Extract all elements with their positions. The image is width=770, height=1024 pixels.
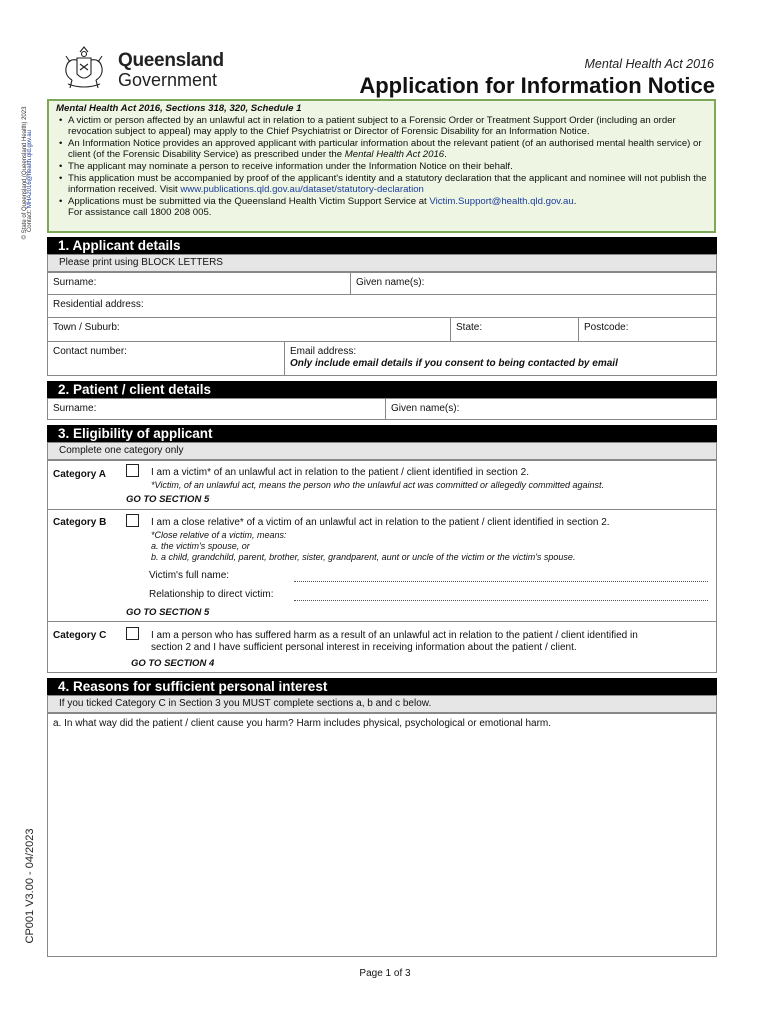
town-suburb-field[interactable]: Town / Suburb: bbox=[47, 317, 451, 342]
residential-address-field[interactable]: Residential address: bbox=[47, 294, 717, 318]
section-1-note: Please print using BLOCK LETTERS bbox=[47, 254, 717, 272]
patient-surname-field[interactable]: Surname: bbox=[47, 398, 386, 420]
close-relative-note: b. a child, grandchild, parent, brother, sister, grandparent, aunt or uncle of the victim or the victim's spouse. bbox=[151, 552, 576, 562]
applicant-given-names-field[interactable]: Given name(s): bbox=[350, 272, 717, 295]
category-a-checkbox[interactable] bbox=[126, 464, 139, 477]
category-a-text: I am a victim* of an unlawful act in relation to the patient / client identified in section 2. bbox=[151, 467, 529, 478]
email-address-field[interactable]: Email address: Only include email details if you consent to being contacted by email bbox=[284, 341, 717, 376]
victim-name-line[interactable] bbox=[294, 581, 708, 582]
state-field[interactable]: State: bbox=[450, 317, 579, 342]
info-bullet: • A victim or person affected by an unlawful act in relation to a patient subject to a Forensic Order or Treatment Support Order (including an order revocation subject to appeal) may apply to the Chief Psychiatrist or Director of Forensic Disability for an Information Notice. bbox=[68, 115, 707, 138]
info-bullet: • The applicant may nominate a person to receive information under the Information Notice on their behalf. bbox=[68, 161, 707, 173]
info-bullet: • An Information Notice provides an approved applicant with particular information about the relevant patient (of an authorised mental health service) or client (of the Forensic Disability Service) as prescribed under the Mental Health Act 2016. bbox=[68, 138, 707, 161]
form-code: CP001 V3.00 - 04/2023 bbox=[24, 828, 36, 944]
contact-email-link[interactable]: MHA2016@health.qld.gov.au bbox=[27, 129, 33, 209]
patient-given-names-field[interactable]: Given name(s): bbox=[385, 398, 717, 420]
victim-support-email-link[interactable]: Victim.Support@health.qld.gov.au bbox=[429, 195, 574, 207]
category-a-note: *Victim, of an unlawful act, means the person who the unlawful act was committed or allegedly committed against. bbox=[151, 480, 605, 490]
harm-description-field[interactable] bbox=[47, 713, 717, 957]
category-b-checkbox[interactable] bbox=[126, 514, 139, 527]
category-c-text: section 2 and I have sufficient personal interest in receiving information about the patient / client. bbox=[151, 642, 577, 653]
email-consent-note: Only include email details if you consent to being contacted by email bbox=[290, 358, 618, 369]
page-title: Application for Information Notice bbox=[359, 73, 715, 98]
category-c-goto: GO TO SECTION 4 bbox=[131, 658, 215, 669]
close-relative-note: a. the victim's spouse, or bbox=[151, 541, 250, 551]
victim-name-label: Victim's full name: bbox=[149, 570, 230, 581]
act-title: Mental Health Act 2016 bbox=[584, 57, 714, 71]
page-number: Page 1 of 3 bbox=[359, 968, 411, 979]
info-heading: Mental Health Act 2016, Sections 318, 320, Schedule 1 bbox=[56, 103, 302, 114]
section-4-header: 4. Reasons for sufficient personal interest bbox=[47, 678, 717, 695]
category-b-label: Category B bbox=[53, 517, 107, 528]
category-b-goto: GO TO SECTION 5 bbox=[126, 607, 210, 618]
applicant-surname-field[interactable]: Surname: bbox=[47, 272, 351, 295]
relationship-line[interactable] bbox=[294, 600, 708, 601]
postcode-field[interactable]: Postcode: bbox=[578, 317, 717, 342]
copyright-text: © State of Queensland (Queensland Health) 2023 bbox=[22, 106, 28, 240]
section-4-note: If you ticked Category C in Section 3 you MUST complete sections a, b and c below. bbox=[47, 695, 717, 713]
close-relative-note: *Close relative of a victim, means: bbox=[151, 530, 287, 540]
contact-number-field[interactable]: Contact number: bbox=[47, 341, 285, 376]
relationship-label: Relationship to direct victim: bbox=[149, 589, 274, 600]
gov-name-line1: Queensland bbox=[118, 50, 224, 71]
section-1-header: 1. Applicant details bbox=[47, 237, 717, 254]
section-2-header: 2. Patient / client details bbox=[47, 381, 717, 398]
category-c-label: Category C bbox=[53, 630, 107, 641]
category-c-text: I am a person who has suffered harm as a result of an unlawful act in relation to the patient / client identified in bbox=[151, 630, 638, 641]
question-a: a. In what way did the patient / client cause you harm? Harm includes physical, psychological or emotional harm. bbox=[53, 718, 552, 729]
category-a-label: Category A bbox=[53, 469, 106, 480]
contact-prefix: Contact: bbox=[27, 208, 33, 233]
category-c-checkbox[interactable] bbox=[126, 627, 139, 640]
section-3-header: 3. Eligibility of applicant bbox=[47, 425, 717, 442]
section-3-note: Complete one category only bbox=[47, 442, 717, 460]
category-a-goto: GO TO SECTION 5 bbox=[126, 494, 210, 505]
qld-government-logo bbox=[60, 44, 225, 96]
coat-of-arms-icon bbox=[60, 44, 108, 94]
contact-text bbox=[27, 96, 33, 266]
gov-name-line2: Government bbox=[118, 70, 218, 90]
info-bullet: • This application must be accompanied by proof of the applicant's identity and a statutory declaration that the applicant and nominee will not publish the information received. Visit www.publications.qld.gov.au/dataset/statutory-declaration bbox=[68, 173, 707, 196]
info-bullet: • Applications must be submitted via the Queensland Health Victim Support Service at Victim.Support@health.qld.gov.au. For assistance call 1800 208 005. bbox=[68, 196, 707, 219]
statutory-declaration-link[interactable]: www.publications.qld.gov.au/dataset/statutory-declaration bbox=[180, 184, 424, 196]
info-box bbox=[47, 99, 716, 233]
category-b-text: I am a close relative* of a victim of an unlawful act in relation to the patient / client identified in section 2. bbox=[151, 517, 610, 528]
